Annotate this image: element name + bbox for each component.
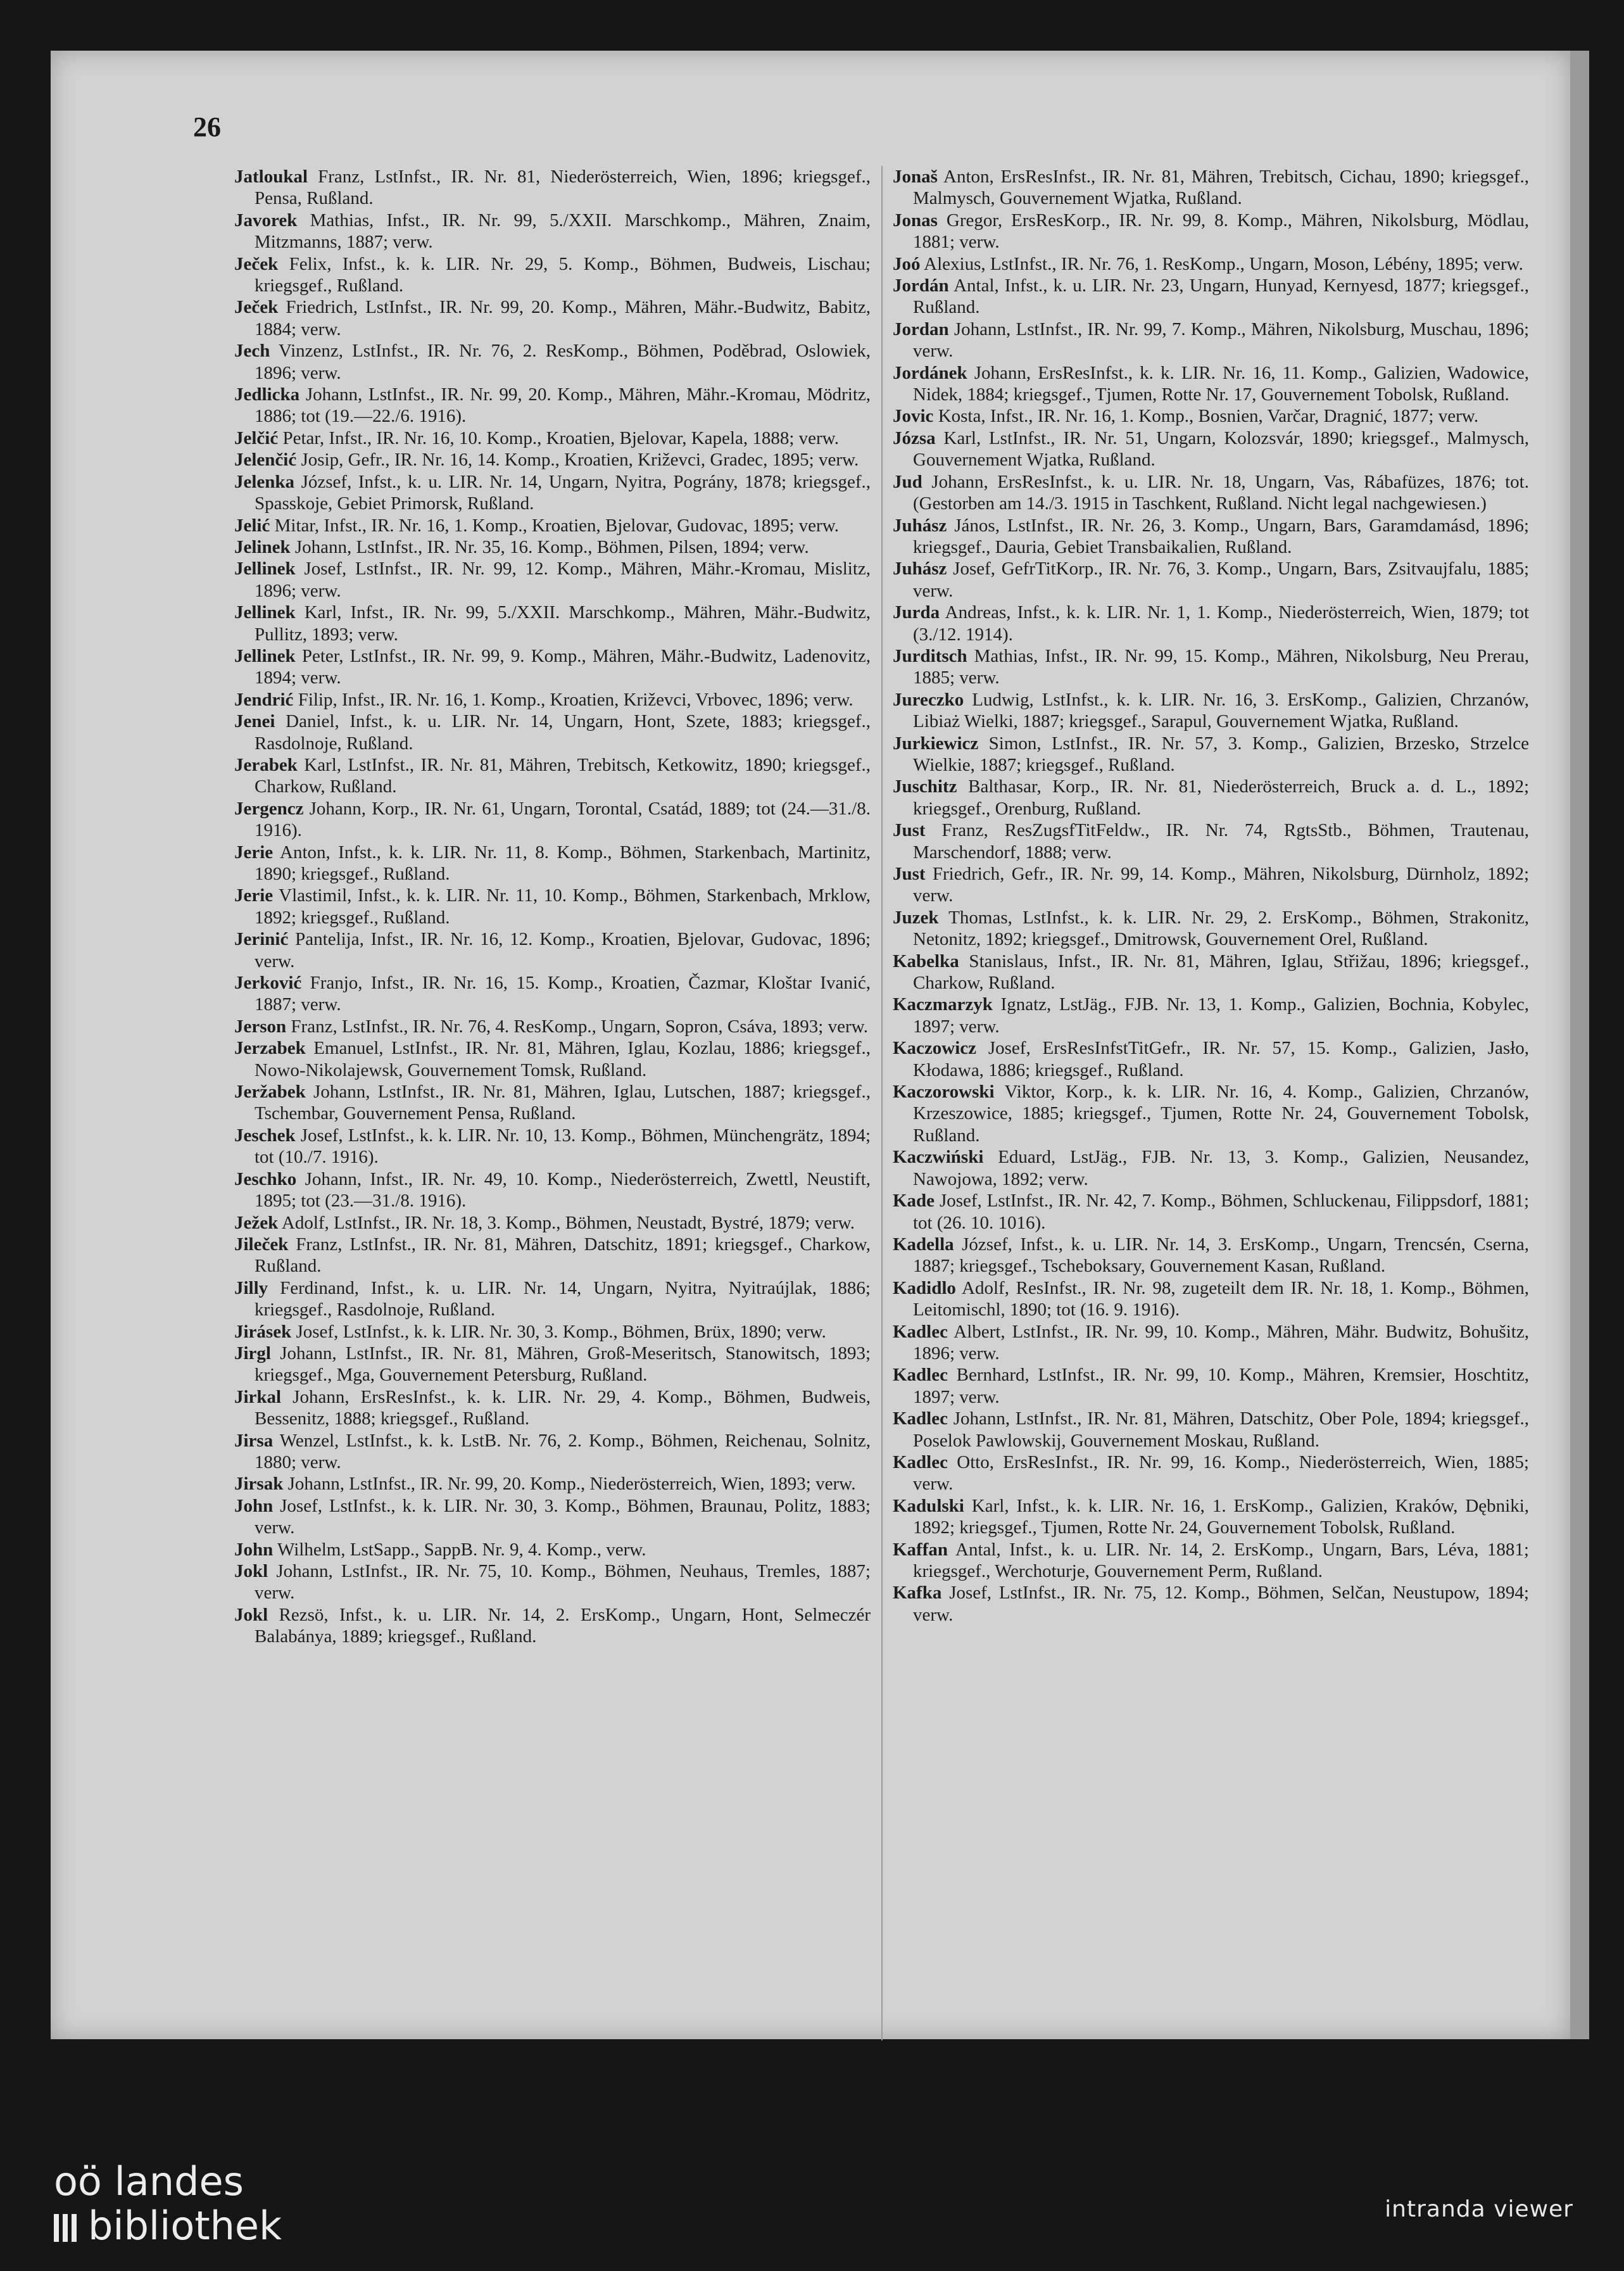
register-entry: [893, 362, 1529, 406]
entry-details: Stanislaus, Infst., IR. Nr. 81, Mähren, Iglau, Střižau, 1896; kriegsgef., Charkow, Rußland.: [913, 951, 1529, 994]
register-entry: [893, 776, 1529, 819]
register-entry: [234, 1321, 871, 1343]
entry-details: Josef, LstInfst., IR. Nr. 99, 12. Komp., Mähren, Mähr.-Kromau, Mislitz, 1896; verw.: [255, 559, 871, 601]
entry-details: Johann, LstInfst., IR. Nr. 99, 20. Komp., Niederösterreich, Wien, 1893; verw.: [283, 1474, 856, 1495]
entry-surname: Just: [893, 820, 926, 841]
entry-surname: Jatloukal: [234, 167, 308, 187]
entry-details: Thomas, LstInfst., k. k. LIR. Nr. 29, 2. ErsKomp., Böhmen, Strakonitz, Netonitz, 1892; kriegsgef., Dmitrowsk, Gouvernement Orel, Rußland.: [913, 907, 1529, 950]
entry-details: Vlastimil, Infst., k. k. LIR. Nr. 11, 10. Komp., Böhmen, Starkenbach, Mrklow, 1892; kriegsgef., Rußland.: [255, 885, 871, 928]
entry-surname: Kabelka: [893, 951, 959, 971]
entry-surname: Joó: [893, 253, 921, 274]
register-entry: [893, 819, 1529, 863]
entry-details: Johann, LstInfst., IR. Nr. 99, 7. Komp., Mähren, Nikolsburg, Muschau, 1896; verw.: [913, 319, 1529, 362]
entry-surname: Jellinek: [234, 602, 296, 623]
register-entry: [893, 166, 1529, 210]
register-entry: [893, 427, 1529, 471]
entry-surname: Jonas: [893, 210, 938, 231]
register-entry: [893, 275, 1529, 319]
register-entry: [234, 754, 871, 798]
entry-details: Josef, GefrTitKorp., IR. Nr. 76, 3. Komp., Ungarn, Bars, Zsitvaujfalu, 1885; verw.: [913, 559, 1529, 601]
register-entry: [893, 1582, 1529, 1626]
entry-details: Daniel, Infst., k. u. LIR. Nr. 14, Ungarn, Hont, Szete, 1883; kriegsgef., Rasdolnoje, Rußland.: [255, 711, 871, 754]
entry-surname: Kadlec: [893, 1408, 948, 1429]
register-entry: [234, 1081, 871, 1125]
entry-surname: Jelinek: [234, 536, 291, 557]
entry-surname: Jerinić: [234, 929, 289, 950]
right-column: [893, 166, 1529, 1626]
entry-surname: Kaczwiński: [893, 1147, 984, 1168]
entry-details: Karl, LstInfst., IR. Nr. 51, Ungarn, Kolozsvár, 1890; kriegsgef., Malmysch, Gouvernement Wjatka, Rußland.: [913, 427, 1529, 471]
entry-details: Peter, LstInfst., IR. Nr. 99, 9. Komp., Mähren, Mähr.-Budwitz, Ladenovitz, 1894; verw.: [255, 645, 871, 688]
register-entry: [893, 471, 1529, 515]
library-logo-line1: oö landes: [54, 2158, 244, 2205]
register-entry: [234, 972, 871, 1016]
register-entry: [234, 1212, 871, 1234]
entry-surname: Jileček: [234, 1234, 289, 1255]
entry-surname: Kadella: [893, 1234, 954, 1255]
register-entry: [234, 166, 871, 210]
register-entry: [893, 1408, 1529, 1452]
register-entry: [234, 1539, 871, 1560]
entry-surname: Jokl: [234, 1561, 268, 1581]
register-entry: [893, 907, 1529, 951]
entry-details: Franz, ResZugsfTitFeldw., IR. Nr. 74, RgtsStb., Böhmen, Trautenau, Marschendorf, 1888; verw.: [913, 820, 1529, 863]
entry-details: Johann, ErsResInfst., k. k. LIR. Nr. 16, 11. Komp., Galizien, Wadowice, Nidek, 1884; kriegsgef., Tjumen, Rotte Nr. 17, Gouvernement Tobolsk, Rußland.: [913, 362, 1529, 405]
entry-details: Wilhelm, LstSapp., SappB. Nr. 9, 4. Komp., verw.: [273, 1539, 646, 1560]
library-logo: [54, 2160, 282, 2251]
register-entry: [893, 319, 1529, 362]
register-entry: [893, 405, 1529, 427]
entry-surname: Jerie: [234, 885, 274, 906]
register-entry: [234, 1343, 871, 1386]
entry-surname: Jerabek: [234, 754, 298, 775]
register-entry: [893, 1364, 1529, 1408]
entry-surname: Kaczmarzyk: [893, 994, 993, 1015]
register-entry: [234, 798, 871, 842]
entry-details: Mitar, Infst., IR. Nr. 16, 1. Komp., Kroatien, Bjelovar, Gudovac, 1895; verw.: [270, 515, 840, 536]
entry-details: Franz, LstInfst., IR. Nr. 76, 4. ResKomp., Ungarn, Sopron, Csáva, 1893; verw.: [286, 1016, 868, 1037]
register-entry: [893, 1277, 1529, 1321]
entry-surname: Jordánek: [893, 362, 967, 383]
register-entry: [893, 1081, 1529, 1146]
entry-surname: Kadlec: [893, 1452, 948, 1472]
entry-details: Petar, Infst., IR. Nr. 16, 10. Komp., Kroatien, Bjelovar, Kapela, 1888; verw.: [278, 427, 839, 448]
entry-surname: Juzek: [893, 907, 939, 928]
register-entry: [234, 1168, 871, 1212]
register-entry: [234, 296, 871, 340]
entry-details: Karl, Infst., k. k. LIR. Nr. 16, 1. ErsKomp., Galizien, Kraków, Dębniki, 1892; kriegsgef., Tjumen, Rotte Nr. 24, Gouvernement Tobolsk, Rußland.: [913, 1495, 1529, 1538]
entry-details: Rezsö, Infst., k. u. LIR. Nr. 14, 2. ErsKomp., Ungarn, Hont, Selmeczér Balabánya, 1889; kriegsgef., Rußland.: [255, 1604, 871, 1647]
register-entry: [234, 384, 871, 427]
entry-surname: Kadlec: [893, 1365, 948, 1386]
entry-details: Johann, LstInfst., IR. Nr. 75, 10. Komp., Böhmen, Neuhaus, Tremles, 1887; verw.: [255, 1561, 871, 1604]
entry-surname: Ječek: [234, 297, 279, 318]
register-entry: [234, 1016, 871, 1037]
register-entry: [893, 1452, 1529, 1495]
entry-details: Josef, LstInfst., IR. Nr. 42, 7. Komp., Böhmen, Schluckenau, Filippsdorf, 1881; tot (26. 10. 1016).: [913, 1191, 1529, 1233]
entry-surname: Jerson: [234, 1016, 287, 1037]
entry-surname: Jurkiewicz: [893, 733, 979, 754]
entry-surname: Jellinek: [234, 645, 296, 666]
entry-surname: Jelčić: [234, 427, 279, 448]
entry-surname: Jedlicka: [234, 384, 300, 405]
entry-surname: Jenei: [234, 711, 275, 732]
entry-details: Emanuel, LstInfst., IR. Nr. 81, Mähren, Iglau, Kozlau, 1886; kriegsgef., Nowo-Nikolajewsk, Gouvernement Tomsk, Rußland.: [255, 1038, 871, 1080]
register-entry: [893, 253, 1529, 275]
entry-details: Antal, Infst., k. u. LIR. Nr. 14, 2. ErsKomp., Ungarn, Bars, Léva, 1881; kriegsgef., Werchoturje, Gouvernement Perm, Rußland.: [913, 1539, 1529, 1581]
entry-details: Josip, Gefr., IR. Nr. 16, 14. Komp., Kroatien, Križevci, Gradec, 1895; verw.: [296, 450, 859, 471]
entry-surname: Jureczko: [893, 689, 964, 710]
entry-surname: Jerković: [234, 973, 302, 994]
entry-details: Kosta, Infst., IR. Nr. 16, 1. Komp., Bosnien, Varčar, Dragnić, 1877; verw.: [933, 406, 1479, 427]
entry-surname: Jergencz: [234, 798, 304, 819]
entry-surname: Jonaš: [893, 167, 938, 187]
register-entry: [234, 645, 871, 689]
column-divider: [881, 166, 883, 2040]
register-entry: [234, 842, 871, 885]
viewer-label: intranda viewer: [1385, 2196, 1573, 2222]
entry-details: Johann, LstInfst., IR. Nr. 99, 20. Komp., Mähren, Mähr.-Kromau, Mödritz, 1886; tot (19.—22./6. 1916).: [255, 384, 871, 427]
register-entry: [234, 1037, 871, 1081]
register-entry: [234, 1560, 871, 1604]
entry-surname: Jirsak: [234, 1474, 284, 1495]
left-column: [234, 166, 871, 1648]
register-entry: [893, 951, 1529, 994]
register-entry: [234, 1125, 871, 1168]
entry-surname: Kade: [893, 1191, 935, 1211]
entry-details: Anton, Infst., k. k. LIR. Nr. 11, 8. Komp., Böhmen, Starkenbach, Martinitz, 1890; kriegsgef., Rußland.: [255, 842, 871, 884]
entry-details: Albert, LstInfst., IR. Nr. 99, 10. Komp., Mähren, Mähr. Budwitz, Bohušitz, 1896; verw.: [913, 1321, 1529, 1363]
register-entry: [234, 536, 871, 558]
register-entry: [234, 449, 871, 471]
entry-surname: Józsa: [893, 427, 936, 448]
register-entry: [893, 602, 1529, 645]
entry-details: Johann, LstInfst., IR. Nr. 81, Mähren, Groß-Meseritsch, Stanowitsch, 1893; kriegsgef., Mga, Gouvernement Petersburg, Rußland.: [255, 1343, 871, 1386]
entry-details: Friedrich, Gefr., IR. Nr. 99, 14. Komp., Mähren, Nikolsburg, Dürnholz, 1892; verw.: [913, 864, 1529, 906]
entry-details: Karl, Infst., IR. Nr. 99, 5./XXII. Marschkomp., Mähren, Mähr.-Budwitz, Pullitz, 1893; verw.: [255, 602, 871, 645]
entry-details: Josef, LstInfst., k. k. LIR. Nr. 10, 13. Komp., Böhmen, Münchengrätz, 1894; tot (10./7. 1916).: [255, 1125, 871, 1168]
entry-surname: Ječek: [234, 253, 279, 274]
entry-details: Ludwig, LstInfst., k. k. LIR. Nr. 16, 3. ErsKomp., Galizien, Chrzanów, Libiaż Wielki, 1887; kriegsgef., Sarapul, Gouvernement Wjatka, Rußland.: [913, 689, 1529, 732]
register-entry: [234, 1604, 871, 1648]
entry-surname: Jeschko: [234, 1168, 297, 1189]
register-entry: [893, 645, 1529, 689]
entry-details: Antal, Infst., k. u. LIR. Nr. 23, Ungarn, Hunyad, Kernyesd, 1877; kriegsgef., Rußland.: [913, 275, 1529, 318]
register-entry: [234, 471, 871, 515]
entry-details: Filip, Infst., IR. Nr. 16, 1. Komp., Kroatien, Križevci, Vrbovec, 1896; verw.: [293, 689, 853, 710]
register-entry: [893, 863, 1529, 907]
entry-details: Anton, ErsResInfst., IR. Nr. 81, Mähren, Trebitsch, Cichau, 1890; kriegsgef., Malmysch, Gouvernement Wjatka, Rußland.: [913, 167, 1529, 209]
entry-details: Johann, ErsResInfst., k. k. LIR. Nr. 29, 4. Komp., Böhmen, Budweis, Bessenitz, 1888; kriegsgef., Rußland.: [255, 1386, 871, 1429]
entry-details: Josef, LstInfst., k. k. LIR. Nr. 30, 3. Komp., Böhmen, Braunau, Politz, 1883; verw.: [255, 1495, 871, 1538]
entry-surname: Jelenka: [234, 471, 295, 492]
entry-surname: Jurda: [893, 602, 940, 623]
register-entry: [234, 515, 871, 536]
register-entry: [893, 689, 1529, 733]
entry-details: Franjo, Infst., IR. Nr. 16, 15. Komp., Kroatien, Čazmar, Kloštar Ivanić, 1887; verw.: [255, 973, 871, 1015]
register-entry: [234, 602, 871, 645]
entry-details: Felix, Infst., k. k. LIR. Nr. 29, 5. Komp., Böhmen, Budweis, Lischau; kriegsgef., Rußland.: [255, 253, 871, 296]
entry-surname: Jelenčić: [234, 450, 297, 471]
entry-details: Johann, LstInfst., IR. Nr. 81, Mähren, Datschitz, Ober Pole, 1894; kriegsgef., Poselok Pawlowskij, Gouvernement Moskau, Rußland.: [913, 1408, 1529, 1451]
register-entry: [893, 1539, 1529, 1583]
page-number: 26: [193, 111, 221, 142]
register-entry: [234, 1495, 871, 1539]
register-entry: [893, 994, 1529, 1037]
library-logo-line2: bibliothek: [88, 2203, 282, 2249]
register-entry: [893, 1190, 1529, 1234]
entry-details: József, Infst., k. u. LIR. Nr. 14, 3. ErsKomp., Ungarn, Trencsén, Cserna, 1887; kriegsgef., Tscheboksary, Gouvernement Kasan, Rußland.: [913, 1234, 1529, 1277]
entry-details: Otto, ErsResInfst., IR. Nr. 99, 16. Komp., Niederösterreich, Wien, 1885; verw.: [913, 1452, 1529, 1495]
entry-surname: Kaczowicz: [893, 1038, 977, 1059]
entry-details: Johann, Infst., IR. Nr. 49, 10. Komp., Niederösterreich, Zwettl, Neustift, 1895; tot (23.—31./8. 1916).: [255, 1168, 871, 1211]
entry-surname: Jeržabek: [234, 1082, 306, 1103]
entry-details: József, Infst., k. u. LIR. Nr. 14, Ungarn, Nyitra, Pográny, 1878; kriegsgef., Spasskoje, Gebiet Primorsk, Rußland.: [255, 471, 871, 514]
register-entry: [893, 515, 1529, 559]
register-entry: [234, 340, 871, 384]
entry-surname: Juschitz: [893, 776, 957, 797]
entry-surname: Jirsa: [234, 1430, 274, 1451]
entry-details: Josef, LstInfst., k. k. LIR. Nr. 30, 3. Komp., Böhmen, Brüx, 1890; verw.: [291, 1321, 826, 1342]
entry-details: Adolf, LstInfst., IR. Nr. 18, 3. Komp., Böhmen, Neustadt, Bystré, 1879; verw.: [278, 1212, 855, 1233]
entry-details: Andreas, Infst., k. k. LIR. Nr. 1, 1. Komp., Niederösterreich, Wien, 1879; tot (3./12. 1914).: [913, 602, 1529, 645]
register-entry: [893, 1234, 1529, 1277]
entry-details: Johann, Korp., IR. Nr. 61, Ungarn, Torontal, Csatád, 1889; tot (24.—31./8. 1916).: [255, 798, 871, 841]
entry-surname: Jordan: [893, 319, 949, 339]
register-entry: [234, 689, 871, 711]
register-entry: [234, 1473, 871, 1495]
register-entry: [234, 885, 871, 928]
register-entry: [234, 427, 871, 449]
register-entry: [893, 210, 1529, 253]
register-entry: [893, 1321, 1529, 1365]
entry-details: Karl, LstInfst., IR. Nr. 81, Mähren, Trebitsch, Ketkowitz, 1890; kriegsgef., Charkow, Rußland.: [255, 754, 871, 797]
entry-surname: John: [234, 1495, 274, 1516]
register-entry: [893, 733, 1529, 776]
entry-details: Balthasar, Korp., IR. Nr. 81, Niederösterreich, Bruck a. d. L., 1892; kriegsgef., Orenburg, Rußland.: [913, 776, 1529, 819]
entry-details: Bernhard, LstInfst., IR. Nr. 99, 10. Komp., Mähren, Kremsier, Hoschtitz, 1897; verw.: [913, 1365, 1529, 1407]
entry-details: Gregor, ErsResKorp., IR. Nr. 99, 8. Komp., Mähren, Nikolsburg, Mödlau, 1881; verw.: [913, 210, 1529, 253]
entry-surname: Juhász: [893, 559, 947, 579]
entry-details: Ignatz, LstJäg., FJB. Nr. 13, 1. Komp., Galizien, Bochnia, Kobylec, 1897; verw.: [913, 994, 1529, 1037]
entry-surname: Jirásek: [234, 1321, 292, 1342]
entry-surname: Jendrić: [234, 689, 294, 710]
entry-surname: Jerzabek: [234, 1038, 306, 1059]
entry-details: Eduard, LstJäg., FJB. Nr. 13, 3. Komp., Galizien, Neusandez, Nawojowa, 1892; verw.: [913, 1147, 1529, 1189]
register-entry: [234, 210, 871, 253]
entry-surname: Jordán: [893, 275, 949, 296]
entry-surname: Jurditsch: [893, 645, 967, 666]
entry-details: Mathias, Infst., IR. Nr. 99, 15. Komp., Mähren, Nikolsburg, Neu Prerau, 1885; verw.: [913, 645, 1529, 688]
entry-details: Ferdinand, Infst., k. u. LIR. Nr. 14, Ungarn, Nyitra, Nyitraújlak, 1886; kriegsgef., Rasdolnoje, Rußland.: [255, 1277, 871, 1320]
entry-details: Viktor, Korp., k. k. LIR. Nr. 16, 4. Komp., Galizien, Chrzanów, Krzeszowice, 1885; kriegsgef., Tjumen, Rotte Nr. 24, Gouvernement Tobolsk, Rußland.: [913, 1082, 1529, 1146]
entry-details: Franz, LstInfst., IR. Nr. 81, Mähren, Datschitz, 1891; kriegsgef., Charkow, Rußland.: [255, 1234, 871, 1277]
entry-details: János, LstInfst., IR. Nr. 26, 3. Komp., Ungarn, Bars, Garamdamásd, 1896; kriegsgef., Dauria, Gebiet Transbaikalien, Rußland.: [913, 515, 1529, 557]
entry-surname: Jovic: [893, 406, 934, 427]
entry-details: Franz, LstInfst., IR. Nr. 81, Niederösterreich, Wien, 1896; kriegsgef., Pensa, Rußland.: [255, 167, 871, 209]
entry-surname: Juhász: [893, 515, 947, 536]
entry-surname: Kaczorowski: [893, 1082, 995, 1103]
entry-details: Friedrich, LstInfst., IR. Nr. 99, 20. Komp., Mähren, Mähr.-Budwitz, Babitz, 1884; verw.: [255, 297, 871, 339]
entry-surname: Kaffan: [893, 1539, 948, 1560]
entry-surname: Ježek: [234, 1212, 279, 1233]
entry-surname: Just: [893, 864, 926, 884]
entry-surname: Jilly: [234, 1277, 268, 1298]
entry-surname: Jerie: [234, 842, 274, 863]
register-entry: [234, 1386, 871, 1430]
entry-surname: Javorek: [234, 210, 298, 231]
register-entry: [234, 1234, 871, 1277]
entry-details: Johann, ErsResInfst., k. u. LIR. Nr. 18, Ungarn, Vas, Rábafüzes, 1876; tot. (Gestorben am 14./3. 1915 in Taschkent, Rußland. Nicht legal nachgewiesen.): [913, 471, 1529, 514]
entry-surname: Kadidlo: [893, 1277, 956, 1298]
entry-details: Wenzel, LstInfst., k. k. LstB. Nr. 76, 2. Komp., Böhmen, Reichenau, Solnitz, 1880; verw.: [255, 1430, 871, 1472]
entry-surname: Kadlec: [893, 1321, 948, 1342]
entry-details: Josef, ErsResInfstTitGefr., IR. Nr. 57, 15. Komp., Galizien, Jasło, Kłodawa, 1886; kriegsgef., Rußland.: [913, 1038, 1529, 1080]
entry-surname: Jokl: [234, 1604, 268, 1625]
entry-surname: Kadulski: [893, 1495, 964, 1516]
entry-details: Alexius, LstInfst., IR. Nr. 76, 1. ResKomp., Ungarn, Moson, Lébény, 1895; verw.: [920, 253, 1523, 274]
register-entry: [893, 1037, 1529, 1081]
entry-surname: Jeschek: [234, 1125, 296, 1146]
register-entry: [234, 253, 871, 297]
register-entry: [893, 1146, 1529, 1190]
entry-details: Simon, LstInfst., IR. Nr. 57, 3. Komp., Galizien, Brzesko, Strzelce Wielkie, 1887; kriegsgef., Rußland.: [913, 733, 1529, 775]
register-entry: [234, 1277, 871, 1321]
register-entry: [234, 558, 871, 602]
register-entry: [234, 928, 871, 972]
register-entry: [893, 1495, 1529, 1539]
register-entry: [234, 1430, 871, 1474]
entry-surname: John: [234, 1539, 274, 1560]
entry-details: Johann, LstInfst., IR. Nr. 81, Mähren, Iglau, Lutschen, 1887; kriegsgef., Tschembar, Gouvernement Pensa, Rußland.: [255, 1082, 871, 1124]
entry-details: Mathias, Infst., IR. Nr. 99, 5./XXII. Marschkomp., Mähren, Znaim, Mitzmanns, 1887; verw.: [255, 210, 871, 253]
entry-surname: Jellinek: [234, 559, 296, 579]
entry-surname: Jud: [893, 471, 922, 492]
register-entry: [234, 711, 871, 754]
bars-icon: [54, 2206, 80, 2251]
entry-surname: Jirkal: [234, 1386, 282, 1407]
entry-details: Pantelija, Infst., IR. Nr. 16, 12. Komp., Kroatien, Bjelovar, Gudovac, 1896; verw.: [255, 929, 871, 971]
entry-surname: Kafka: [893, 1583, 942, 1604]
entry-details: Johann, LstInfst., IR. Nr. 35, 16. Komp., Böhmen, Pilsen, 1894; verw.: [290, 536, 809, 557]
entry-details: Adolf, ResInfst., IR. Nr. 98, zugeteilt dem IR. Nr. 18, 1. Komp., Böhmen, Leitomischl, 1890; tot (16. 9. 1916).: [913, 1277, 1529, 1320]
entry-surname: Jirgl: [234, 1343, 271, 1363]
entry-surname: Jech: [234, 341, 270, 362]
entry-surname: Jelić: [234, 515, 270, 536]
entry-details: Vinzenz, LstInfst., IR. Nr. 76, 2. ResKomp., Böhmen, Poděbrad, Oslowiek, 1896; verw.: [255, 341, 871, 383]
register-entry: [893, 558, 1529, 602]
entry-details: Josef, LstInfst., IR. Nr. 75, 12. Komp., Böhmen, Selčan, Neustupow, 1894; verw.: [913, 1583, 1529, 1625]
